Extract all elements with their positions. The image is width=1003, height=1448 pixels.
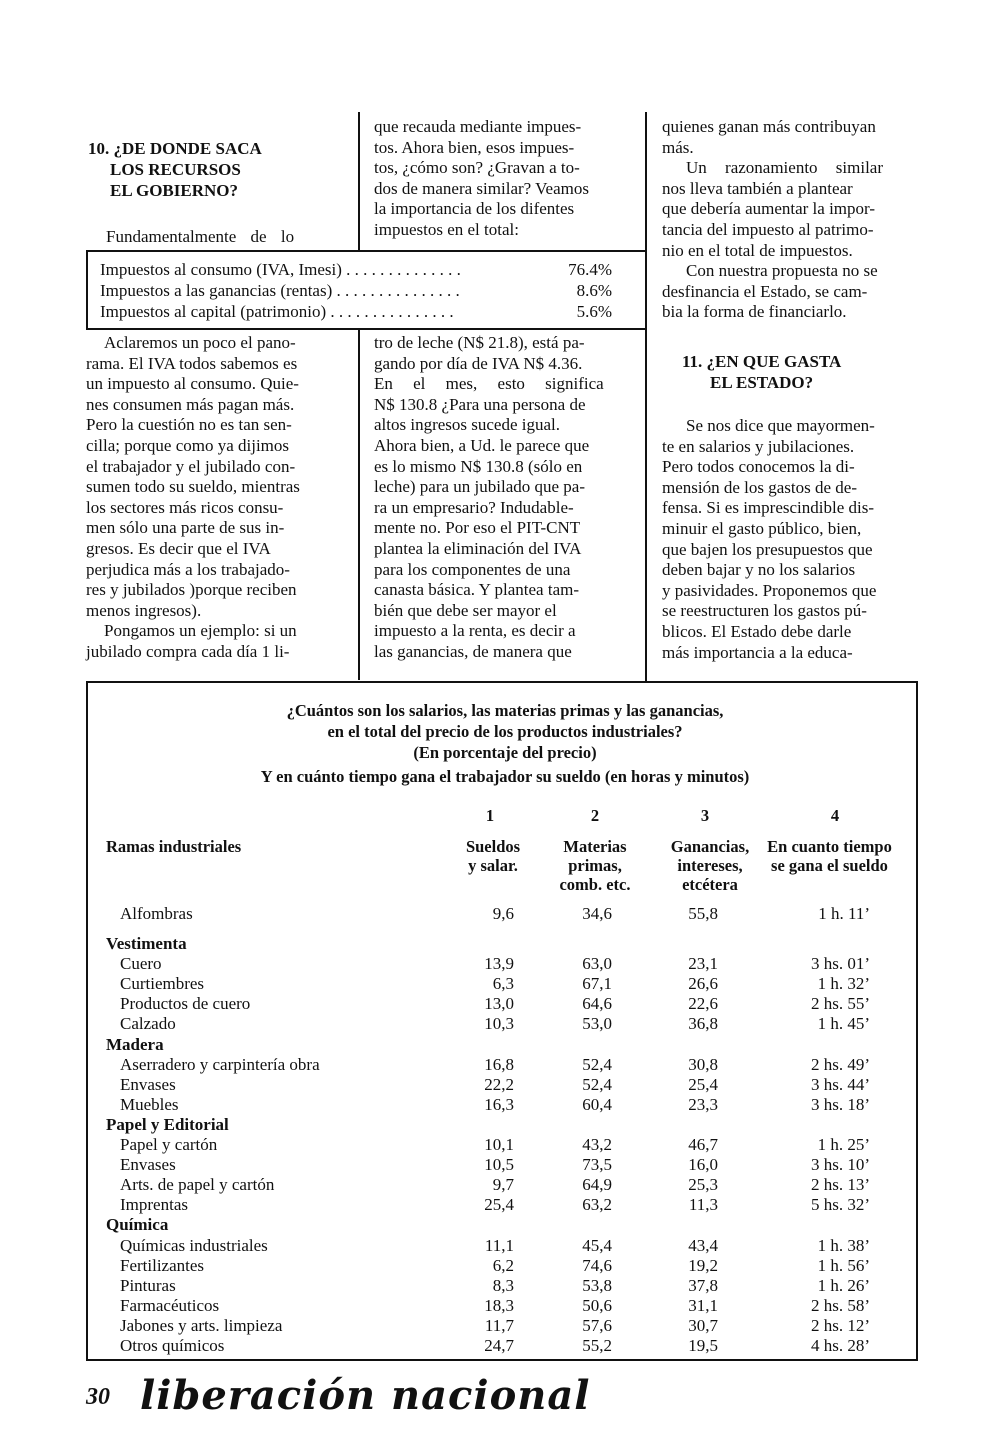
text-line: mente no. Por eso el PIT-CNT: [374, 518, 581, 538]
text-line: altos ingresos sucede igual.: [374, 415, 561, 435]
row-label: Pinturas: [120, 1275, 176, 1295]
row-label: Aserradero y carpintería obra: [120, 1054, 320, 1074]
table-cell: 64,9: [582, 1175, 612, 1195]
text-line: ra un empresario? Indudable-: [374, 497, 574, 517]
table-cell: 11,1: [484, 1235, 514, 1255]
text-line: más.: [662, 137, 694, 157]
table-cell: 43,2: [582, 1135, 612, 1154]
text-line: que debería aumentar la impor-: [662, 199, 876, 219]
text-line: N$ 130.8 ¿Para una persona de: [374, 394, 586, 414]
section-10-heading: [88, 138, 262, 201]
table-cell: 1 h. 32’: [817, 974, 870, 994]
table-cell: 53,0: [582, 1014, 612, 1034]
table-cell: 22,2: [484, 1074, 514, 1094]
table-title-2: en el total del precio de los productos industriales?: [327, 722, 683, 741]
table-cell: 5 hs. 32’: [810, 1195, 870, 1215]
table-cell: 63,0: [582, 954, 612, 974]
row-label: Otros químicos: [120, 1336, 225, 1355]
row-label: Química: [106, 1215, 169, 1235]
text-line: más importancia a la educa-: [662, 642, 853, 662]
table-cell: 52,4: [582, 1074, 612, 1094]
row-label: Calzado: [120, 1014, 176, 1034]
row-label: Madera: [106, 1034, 164, 1054]
tax-summary: [100, 260, 640, 323]
text-line: gando por día de IVA N$ 4.36.: [374, 353, 583, 373]
table-cell: 30,7: [688, 1315, 718, 1335]
table-cell: 53,8: [582, 1275, 612, 1295]
table-cell: 2 hs. 12’: [810, 1315, 870, 1335]
table-cell: 36,8: [688, 1014, 718, 1034]
text-line: bién que debe ser mayor el: [374, 600, 557, 620]
table-title-1: ¿Cuántos son los salarios, las materias primas y las ganancias,: [286, 701, 724, 720]
table-row: [0, 904, 1003, 924]
tax-label: Impuestos a las ganancias (rentas) . . . . . . . . . . . . . . .: [100, 281, 460, 300]
table-cell: 55,2: [582, 1336, 612, 1355]
table-row: [0, 1276, 1003, 1296]
text-line: los sectores más ricos consu-: [86, 497, 284, 517]
text-line: tos. Ahora bien, esos impues-: [374, 137, 575, 157]
table-cell: 11,3: [688, 1195, 718, 1215]
table-cell: 1 h. 38’: [817, 1235, 870, 1255]
row-label: Envases: [120, 1155, 176, 1175]
table-cell: 4 hs. 28’: [810, 1336, 870, 1355]
text-line: fensa. Si es imprescindible dis-: [662, 498, 874, 518]
table-cell: 52,4: [582, 1054, 612, 1074]
table-cell: 2 hs. 13’: [810, 1175, 870, 1195]
text-line: te en salarios y jubilaciones.: [662, 436, 855, 456]
text-line: para los componentes de una: [374, 559, 571, 579]
tax-row: [100, 260, 640, 281]
table-cell: 67,1: [582, 974, 612, 994]
table-cell: 60,4: [582, 1094, 612, 1114]
table-cell: 3 hs. 01’: [810, 954, 870, 974]
column-header: Ganancias, intereses, etcétera: [670, 837, 750, 894]
table-cell: 9,7: [492, 1175, 514, 1195]
table-cell: 63,2: [582, 1195, 612, 1215]
text-line: perjudica más a los trabajado-: [86, 559, 290, 579]
text-line: la importancia de los difentes: [374, 199, 575, 219]
text-line: Un razonamiento similar: [686, 158, 884, 178]
col2-body: [374, 333, 630, 663]
table-cell: 19,5: [688, 1336, 718, 1355]
page-number: 30: [86, 1384, 110, 1410]
text-line: impuestos en el total:: [374, 219, 519, 239]
table-cell: 26,6: [688, 974, 718, 994]
table-cell: 9,6: [492, 904, 514, 923]
text-line: leche) para un jubilado que pa-: [374, 477, 585, 497]
column-number: 1: [485, 806, 495, 825]
row-label: Envases: [120, 1074, 176, 1094]
row-label: Papel y cartón: [120, 1135, 218, 1154]
table-title-3: (En porcentaje del precio): [413, 743, 597, 762]
table-cell: 3 hs. 18’: [810, 1094, 870, 1114]
table-row: [0, 954, 1003, 974]
column-number: 3: [700, 806, 710, 825]
text-line: canasta básica. Y plantea tam-: [374, 580, 579, 600]
text-line: nio en el total de impuestos.: [662, 240, 853, 260]
text-line: blicos. El Estado debe darle: [662, 621, 852, 641]
text-line: gresos. Es decir que el IVA: [86, 538, 271, 558]
table-row: [0, 1195, 1003, 1215]
tax-label: Impuestos al consumo (IVA, Imesi) . . . . . . . . . . . . . .: [100, 260, 461, 279]
tax-label: Impuestos al capital (patrimonio) . . . . . . . . . . . . . . .: [100, 302, 454, 321]
table-cell: 10,3: [484, 1014, 514, 1034]
table-row: [0, 1256, 1003, 1276]
table-cell: 6,2: [492, 1255, 514, 1275]
text-line: y pasividades. Proponemos que: [662, 580, 877, 600]
table-cell: 22,6: [688, 994, 718, 1014]
table-cell: 31,1: [688, 1295, 718, 1315]
text-line: tancia del impuesto al patrimo-: [662, 219, 874, 239]
column-rule-right: [645, 112, 647, 682]
table-row: [0, 1014, 1003, 1034]
col1-body: [86, 333, 340, 663]
column-rule-left: [358, 112, 360, 252]
table-row: [0, 1175, 1003, 1195]
table-cell: 19,2: [688, 1255, 718, 1275]
text-line: bia la forma de financiarlo.: [662, 302, 847, 322]
column-number: 4: [830, 806, 840, 825]
table-cell: 1 h. 11’: [818, 904, 870, 923]
tax-box-left: [86, 250, 88, 330]
text-line: res y jubilados )porque reciben: [86, 580, 297, 600]
text-line: Con nuestra propuesta no se: [686, 261, 878, 281]
row-label: Productos de cuero: [120, 994, 251, 1014]
table-cell: 16,3: [484, 1094, 514, 1114]
table-cell: 8,3: [492, 1275, 514, 1295]
table-cell: 57,6: [582, 1315, 612, 1335]
text-line: Ahora bien, a Ud. le parece que: [374, 435, 590, 455]
table-box-top: [86, 681, 918, 683]
column-header: En cuanto tiempo se gana el sueldo: [767, 837, 892, 875]
table-cell: 55,8: [688, 904, 718, 923]
text-line: nes consumen más pagan más.: [86, 394, 295, 414]
tax-box-bottom: [86, 328, 646, 330]
table-row: [0, 1236, 1003, 1256]
tax-box-top: [86, 250, 646, 252]
table-row: [0, 1095, 1003, 1115]
table-cell: 34,6: [582, 904, 612, 923]
table-cell: 74,6: [582, 1255, 612, 1275]
table-cell: 73,5: [582, 1155, 612, 1175]
text-line: nos lleva también a plantear: [662, 178, 853, 198]
text-line: plantea la eliminación del IVA: [374, 538, 582, 558]
text-line: tro de leche (N$ 21.8), está pa-: [374, 333, 585, 352]
table-row: [0, 1135, 1003, 1155]
table-cell: 37,8: [688, 1275, 718, 1295]
text-line: deben bajar y no los salarios: [662, 560, 856, 580]
table-cell: 11,7: [484, 1315, 514, 1335]
table-cell: 25,4: [688, 1074, 718, 1094]
table-cell: 25,4: [484, 1195, 514, 1215]
table-cell: 1 h. 56’: [817, 1255, 870, 1275]
text-line: jubilado compra cada día 1 li-: [86, 641, 290, 661]
heading-line: EL GOBIERNO?: [110, 181, 239, 200]
tax-row: [100, 302, 640, 323]
tax-value: 8.6%: [576, 281, 612, 300]
text-line: que bajen los presupuestos que: [662, 539, 873, 559]
table-cell: 24,7: [484, 1336, 514, 1355]
row-label: Químicas industriales: [120, 1235, 268, 1255]
text-line: es lo mismo N$ 130.8 (sólo en: [374, 456, 583, 476]
col3-top-text: [662, 117, 918, 323]
publication-logo: liberación nacional: [140, 1372, 591, 1419]
text-line: mensión de los gastos de de-: [662, 477, 857, 497]
col3-body: [662, 416, 918, 663]
heading-line: 10. ¿DE DONDE SACA: [88, 139, 262, 158]
column-header: Sueldos y salar.: [465, 837, 521, 875]
text-line: impuesto a la renta, es decir a: [374, 621, 576, 641]
row-label: Vestimenta: [106, 934, 187, 953]
table-row: [0, 1336, 1003, 1356]
text-line: sumen todo su sueldo, mientras: [86, 477, 300, 497]
table-row: [0, 1055, 1003, 1075]
table-cell: 23,1: [688, 954, 718, 974]
text-line: En el mes, esto significa: [374, 374, 604, 394]
table-row: [0, 1296, 1003, 1316]
table-cell: 1 h. 45’: [817, 1014, 870, 1034]
section-11-heading: [682, 351, 841, 393]
row-label: Jabones y arts. limpieza: [120, 1315, 283, 1335]
row-label: Farmacéuticos: [120, 1295, 220, 1315]
table-cell: 2 hs. 49’: [810, 1054, 870, 1074]
text-line: se reestructuren los gastos pú-: [662, 601, 867, 621]
row-label: Cuero: [120, 954, 162, 974]
table-row: [0, 994, 1003, 1014]
table-cell: 25,3: [688, 1175, 718, 1195]
text-line: minuir el gasto público, bien,: [662, 518, 862, 538]
table-title-4: Y en cuánto tiempo gana el trabajador su sueldo (en horas y minutos): [260, 767, 750, 786]
row-label: Alfombras: [120, 904, 193, 923]
row-label: Papel y Editorial: [106, 1114, 229, 1134]
table-cell: 50,6: [582, 1295, 612, 1315]
col2-top-text: [374, 117, 628, 241]
table-cell: 2 hs. 55’: [810, 994, 870, 1014]
text-line: men sólo una parte de sus in-: [86, 518, 285, 538]
text-line: las ganancias, de manera que: [374, 641, 572, 661]
table-cell: 1 h. 26’: [817, 1275, 870, 1295]
tax-row: [100, 281, 640, 302]
table-cell: 3 hs. 44’: [810, 1074, 870, 1094]
table-cell: 2 hs. 58’: [810, 1295, 870, 1315]
text-line: menos ingresos).: [86, 600, 202, 620]
table-group-row: [0, 1215, 1003, 1235]
table-cell: 13,9: [484, 954, 514, 974]
heading-line: 11. ¿EN QUE GASTA: [682, 352, 842, 371]
text-line: dos de manera similar? Veamos: [374, 178, 589, 198]
text-line: Aclaremos un poco el pano-: [104, 333, 296, 352]
text-line: Pongamos un ejemplo: si un: [104, 621, 297, 641]
column-number: 2: [590, 806, 600, 825]
table-cell: 3 hs. 10’: [810, 1155, 870, 1175]
table-group-row: [0, 1115, 1003, 1135]
tax-value: 5.6%: [576, 302, 612, 321]
table-cell: 6,3: [492, 974, 514, 994]
table-row: [0, 1075, 1003, 1095]
heading-line: EL ESTADO?: [710, 373, 814, 392]
table-cell: 30,8: [688, 1054, 718, 1074]
row-label: Curtiembres: [120, 974, 205, 994]
row-label: Fertilizantes: [120, 1255, 205, 1275]
table-cell: 46,7: [688, 1135, 718, 1154]
table-row: [0, 1155, 1003, 1175]
table-group-row: [0, 1035, 1003, 1055]
text-line: que recauda mediante impues-: [374, 117, 582, 136]
table-group-row: [0, 934, 1003, 954]
column-rule-left-lower: [358, 330, 360, 680]
text-line: desfinancia el Estado, se cam-: [662, 281, 868, 301]
table-box-bottom: [86, 1359, 918, 1361]
text-line: Pero la cuestión no es tan sen-: [86, 415, 292, 435]
table-cell: 13,0: [484, 994, 514, 1014]
text-line: quienes ganan más contribuyan: [662, 117, 876, 136]
table-cell: 16,8: [484, 1054, 514, 1074]
row-header-label: Ramas industriales: [106, 837, 242, 856]
tax-value: 76.4%: [568, 260, 612, 279]
table-cell: 23,3: [688, 1094, 718, 1114]
row-label: Imprentas: [120, 1195, 188, 1215]
table-row: [0, 974, 1003, 994]
table-cell: 18,3: [484, 1295, 514, 1315]
text-line: tos, ¿cómo son? ¿Gravan a to-: [374, 158, 580, 178]
column-header: Materias primas, comb. etc.: [559, 837, 631, 894]
text-line: el trabajador y el jubilado con-: [86, 456, 296, 476]
table-cell: 10,5: [484, 1155, 514, 1175]
table-cell: 64,6: [582, 994, 612, 1014]
table-cell: 16,0: [688, 1155, 718, 1175]
heading-line: LOS RECURSOS: [110, 160, 241, 179]
table-cell: 43,4: [688, 1235, 718, 1255]
row-label: Muebles: [120, 1094, 179, 1114]
text-line: un impuesto al consumo. Quie-: [86, 374, 299, 394]
table-cell: 45,4: [582, 1235, 612, 1255]
col1-intro: Fundamentalmente de lo: [106, 227, 295, 246]
table-cell: 10,1: [484, 1135, 514, 1154]
text-line: Pero todos conocemos la di-: [662, 457, 855, 477]
text-line: Se nos dice que mayormen-: [686, 416, 875, 435]
table-cell: 1 h. 25’: [817, 1135, 870, 1154]
table-row: [0, 1316, 1003, 1336]
text-line: rama. El IVA todos sabemos es: [86, 353, 298, 373]
row-label: Arts. de papel y cartón: [120, 1175, 275, 1195]
text-line: cilla; porque como ya dijimos: [86, 435, 290, 455]
